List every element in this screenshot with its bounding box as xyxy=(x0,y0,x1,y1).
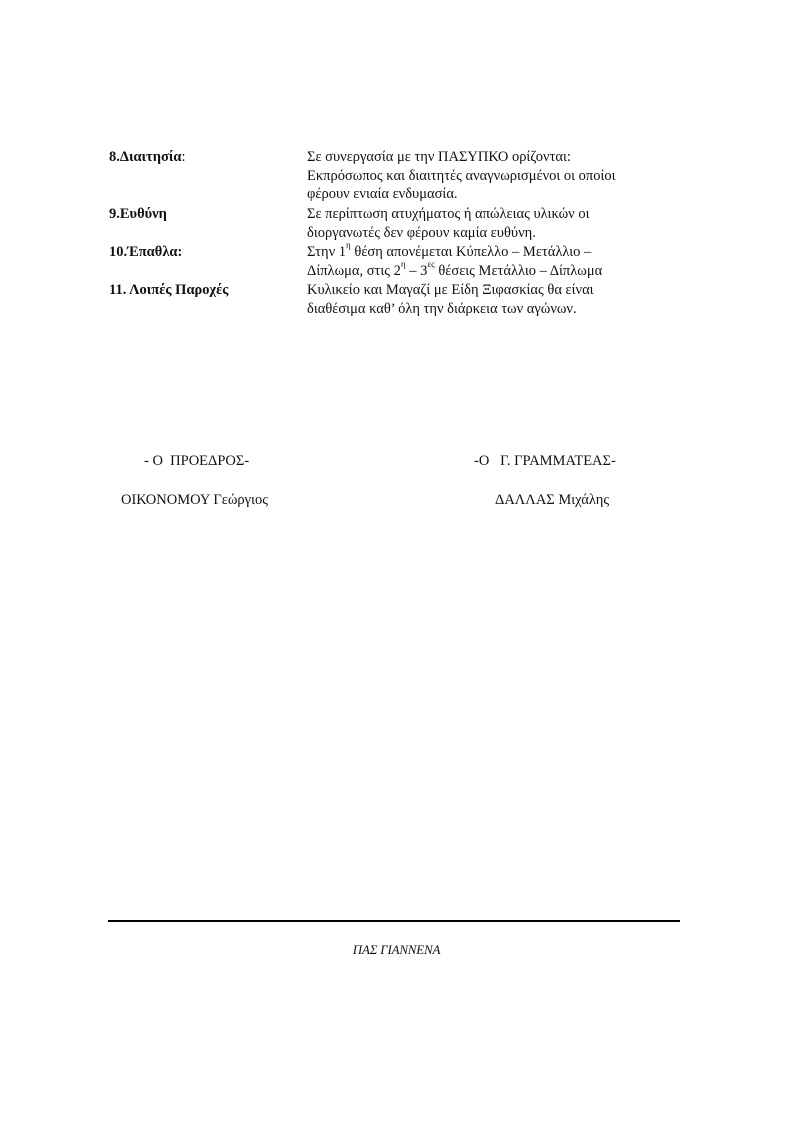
clause-line xyxy=(307,240,667,262)
ordinal-superscript: ες xyxy=(427,258,435,269)
clause-line xyxy=(307,258,667,281)
text-fragment: θέση απονέμεται Κύπελλο – Μετάλλιο – xyxy=(350,244,592,260)
footer-organization: ΠΑΣ ΓΙΑΝΝΕΝΑ xyxy=(352,942,441,957)
text-fragment: Δίπλωμα, στις 2 xyxy=(307,262,401,279)
clause-line: φέρουν ενιαία ενδυμασία. xyxy=(307,186,458,202)
clause-line: Κυλικείο και Μαγαζί με Είδη Ξιφασκίας θα είναι xyxy=(307,282,594,298)
text-fragment: – 3 xyxy=(405,262,428,279)
clause-term: 10.Έπαθλα: xyxy=(109,244,183,260)
clause-term-text: 8.Διαιτησία xyxy=(109,149,182,165)
clause-line: διοργανωτές δεν φέρουν καμία ευθύνη. xyxy=(307,224,536,241)
clause-description xyxy=(307,148,667,204)
text-fragment: θέσεις Μετάλλιο – Δίπλωμα xyxy=(434,262,603,279)
ordinal-superscript: η xyxy=(400,258,406,269)
clause-term-colon: : xyxy=(181,149,186,165)
clause-term xyxy=(109,148,185,167)
president-title: - Ο ΠΡΟΕΔΡΟΣ- xyxy=(144,453,250,469)
clause-line: Σε συνεργασία με την ΠΑΣΥΠΚΟ ορίζονται: xyxy=(307,149,571,165)
footer-divider xyxy=(108,920,680,922)
clause-term: 11. Λοιπές Παροχές xyxy=(109,282,229,298)
clause-line: Σε περίπτωση ατυχήματος ή απώλειας υλικών οι xyxy=(307,206,590,222)
clause-description xyxy=(307,205,667,242)
clause-description xyxy=(307,240,667,280)
secretary-title: -Ο Γ. ΓΡΑΜΜΑΤΕΑΣ- xyxy=(474,453,616,469)
clause-line: Εκπρόσωπος και διαιτητές αναγνωρισμένοι οι οποίοι xyxy=(307,167,616,184)
president-name: ΟΙΚΟΝΟΜΟΥ Γεώργιος xyxy=(121,492,268,508)
ordinal-superscript: η xyxy=(346,240,351,251)
clause-description xyxy=(307,281,667,318)
secretary-name: ΔΑΛΛΑΣ Μιχάλης xyxy=(495,492,610,508)
clause-term: 9.Ευθύνη xyxy=(109,206,167,222)
clause-line: διαθέσιμα καθ’ όλη την διάρκεια των αγώνων. xyxy=(307,300,577,317)
text-fragment: Στην 1 xyxy=(307,244,347,260)
